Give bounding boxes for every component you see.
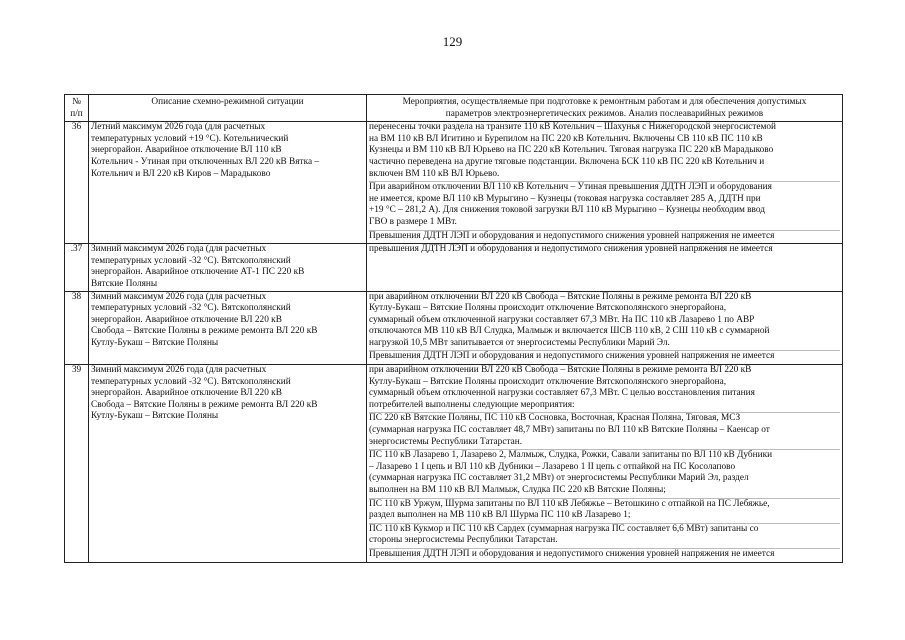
measures-line: частично переведена на другие тяговые подстанции. Включена БСК 110 кВ ПС 220 кВ Котельнич и	[369, 156, 765, 167]
table-row	[65, 122, 843, 244]
measures-line: потребителей выполнены следующие мероприятия:	[369, 399, 575, 410]
measures-line: энергосистемы Республики Татарстан.	[369, 436, 523, 447]
measures-line: Кузнецы и ВМ 110 кВ ВЛ Юрьево на ПС 220 кВ Котельнич. Тяговая нагрузка ПС 220 кВ Марадыково	[369, 145, 774, 156]
table-row	[65, 291, 843, 365]
measures-paragraph	[369, 450, 840, 498]
measures-line: Превышения ДДТН ЛЭП и оборудования и недопустимого снижения уровней напряжения не имеется	[369, 230, 775, 241]
measures-cell	[367, 291, 843, 365]
table-header-row	[65, 95, 843, 122]
description-line: Зимний максимум 2026 года (для расчетных	[91, 291, 267, 302]
measures-line: перенесены точки раздела на транзите 110 кВ Котельнич – Шахунья с Нижегородской энергосистемой	[369, 122, 776, 133]
description-line: Котельнич - Утиная при отключенных ВЛ 220 кВ Вятка –	[91, 156, 320, 167]
measures-paragraph	[369, 351, 840, 364]
row-number: 39	[65, 365, 89, 563]
row-number: 36	[65, 122, 89, 244]
situation-description	[89, 244, 367, 291]
table-row	[65, 244, 843, 291]
description-line: Вятские Поляны	[91, 278, 158, 289]
header-num	[65, 95, 89, 122]
description-line: Кутлу-Букаш – Вятские Поляны	[91, 337, 219, 348]
row-number: .37	[65, 244, 89, 291]
header-measures-line: Мероприятия, осуществляемые при подготовке к ремонтным работам и для обеспечения допустимых	[402, 97, 807, 107]
measures-paragraph	[369, 122, 840, 182]
measures-line: суммарный объем отключенной нагрузки составляет 67,3 МВт. На ПС 110 кВ Лазарево 1 по АВР	[369, 314, 755, 325]
measures-line: При аварийном отключении ВЛ 110 кВ Котельнич – Утиная превышения ДДТН ЛЭП и оборудования	[369, 182, 772, 193]
situation-description	[89, 291, 367, 365]
measures-line: при аварийном отключении ВЛ 220 кВ Свобода – Вятские Поляны в режиме ремонта ВЛ 220 кВ	[369, 365, 752, 376]
measures-cell	[367, 365, 843, 563]
measures-line: – Лазарево 1 I цепь и ВЛ 110 кВ Дубники – Лазарево 1 II цепь с отпайкой на ПС Косолапово	[369, 461, 736, 472]
measures-line: включен ВМ 110 кВ ВЛ Юрьево.	[369, 168, 500, 179]
measures-line: Кутлу-Букаш – Вятские Поляны происходит отключение Вятскополянского энергорайона,	[369, 376, 727, 387]
measures-line: Превышения ДДТН ЛЭП и оборудования и недопустимого снижения уровней напряжения не имеется	[369, 351, 775, 362]
measures-paragraph	[369, 549, 840, 562]
row-number: 38	[65, 291, 89, 365]
measures-line: ПС 110 кВ Лазарево 1, Лазарево 2, Малмыж, Слудка, Рожки, Савали запитаны по ВЛ 110 кВ Дубники	[369, 450, 773, 461]
measures-paragraph	[369, 524, 840, 549]
header-measures-line: параметров электроэнергетических режимов. Анализ послеаварийных режимов	[445, 108, 764, 119]
measures-paragraph	[369, 365, 840, 413]
situation-description	[89, 122, 367, 244]
situations-table	[64, 94, 843, 563]
description-line: энергорайон. Аварийное отключение ВЛ 110 кВ	[91, 145, 282, 156]
situation-description	[89, 365, 367, 563]
measures-line: раздел выполнен на МВ 110 кВ ВЛ Шурма ПС 110 кВ Лазарево 1;	[369, 510, 631, 521]
measures-cell	[367, 122, 843, 244]
measures-line: на ВМ 110 кВ ВЛ Игитино и Бурепилом на ПС 220 кВ Котельнич. Включены СВ 110 кВ ПС 110 кВ	[369, 133, 763, 144]
header-num-line: п/п	[70, 108, 83, 119]
description-line: Летний максимум 2026 года (для расчетных	[91, 122, 266, 133]
measures-paragraph	[369, 244, 840, 257]
page-number: 129	[442, 34, 463, 49]
measures-line: превышения ДДТН ЛЭП и оборудования и недопустимого снижения уровней напряжения не имеется	[369, 244, 773, 255]
measures-paragraph	[369, 292, 840, 352]
description-line: Зимний максимум 2026 года (для расчетных	[91, 365, 267, 376]
header-description: Описание схемно-режимной ситуации	[89, 95, 367, 122]
measures-line: Кутлу-Букаш – Вятские Поляны происходит отключение Вятскополянского энергорайона,	[369, 303, 727, 314]
description-line: температурных условий -32 °С). Вятскополянский	[91, 376, 291, 387]
measures-line: (суммарная нагрузка ПС составляет 48,7 МВт) запитаны по ВЛ 110 кВ Вятские Поляны – Каенсар от	[369, 425, 770, 436]
description-line: температурных условий -32 °С). Вятскополянский	[91, 303, 291, 314]
measures-line: ПС 110 кВ Уржум, Шурма запитаны по ВЛ 110 кВ Лебяжье – Ветошкино с отпайкой на ПС Лебяжье,	[369, 498, 770, 509]
measures-line: стороны энергосистемы Республики Татарстан.	[369, 535, 558, 546]
measures-cell	[367, 244, 843, 291]
measures-paragraph	[369, 413, 840, 450]
description-line: температурных условий +19 °С). Котельнический	[91, 133, 289, 144]
description-line: Свобода – Вятские Поляны в режиме ремонта ВЛ 220 кВ	[91, 399, 318, 410]
measures-line: при аварийном отключении ВЛ 220 кВ Свобода – Вятские Поляны в режиме ремонта ВЛ 220 кВ	[369, 291, 752, 302]
description-line: энергорайон. Аварийное отключение ВЛ 220 кВ	[91, 388, 282, 399]
table-body	[65, 122, 843, 562]
description-line: Кутлу-Букаш – Вятские Поляны	[91, 411, 219, 422]
measures-line: (суммарная нагрузка ПС составляет 31,2 МВт) от энергосистемы Республики Марий Эл, раздел	[369, 473, 749, 484]
measures-line: ПС 220 кВ Вятские Поляны, ПС 110 кВ Сосновка, Восточная, Красная Поляна, Тяговая, МСЗ	[369, 413, 741, 424]
description-line: энергорайон. Аварийное отключение АТ-1 ПС 220 кВ	[91, 267, 305, 278]
measures-line: не имеется, кроме ВЛ 110 кВ Мурыгино – Кузнецы (токовая нагрузка составляет 285 А, ДДТН при	[369, 193, 761, 204]
measures-line: суммарный объем отключенной нагрузки составляет 67,3 МВт. С целью восстановления питания	[369, 388, 755, 399]
measures-line: ГВО в размере 1 МВт.	[369, 216, 457, 227]
description-line: температурных условий -32 °С). Вятскополянский	[91, 255, 291, 266]
table-row	[65, 365, 843, 563]
description-line: Свобода – Вятские Поляны в режиме ремонта ВЛ 220 кВ	[91, 326, 318, 337]
header-num-line: №	[72, 97, 81, 107]
description-line: Котельнич и ВЛ 220 кВ Киров – Марадыково	[91, 168, 271, 179]
measures-line: Превышения ДДТН ЛЭП и оборудования и недопустимого снижения уровней напряжения не имеется	[369, 548, 775, 559]
measures-paragraph	[369, 499, 840, 524]
description-line: энергорайон. Аварийное отключение ВЛ 220 кВ	[91, 314, 282, 325]
measures-paragraph	[369, 182, 840, 230]
description-line: Зимний максимум 2026 года (для расчетных	[91, 244, 267, 255]
header-measures	[367, 95, 843, 122]
measures-line: ПС 110 кВ Кукмор и ПС 110 кВ Сардех (суммарная нагрузка ПС составляет 6,6 МВт) запитаны со	[369, 523, 759, 534]
measures-line: нагрузкой 10,5 МВт запитывается от энергосистемы Республики Марий Эл.	[369, 337, 670, 348]
measures-line: отключаются МВ 110 кВ ВЛ Слудка, Малмыж и включается ШСВ 110 кВ, 2 СШ 110 кВ с суммарной	[369, 326, 770, 337]
measures-line: выполнен на ВМ 110 кВ ВЛ Малмыж, Слудка ПС 220 кВ Вятские Поляны;	[369, 485, 666, 495]
measures-paragraph	[369, 231, 840, 244]
measures-line: +19 °С – 281,2 А). Для снижения токовой загрузки ВЛ 110 кВ Мурыгино – Кузнецы необходим ввод	[369, 205, 765, 216]
